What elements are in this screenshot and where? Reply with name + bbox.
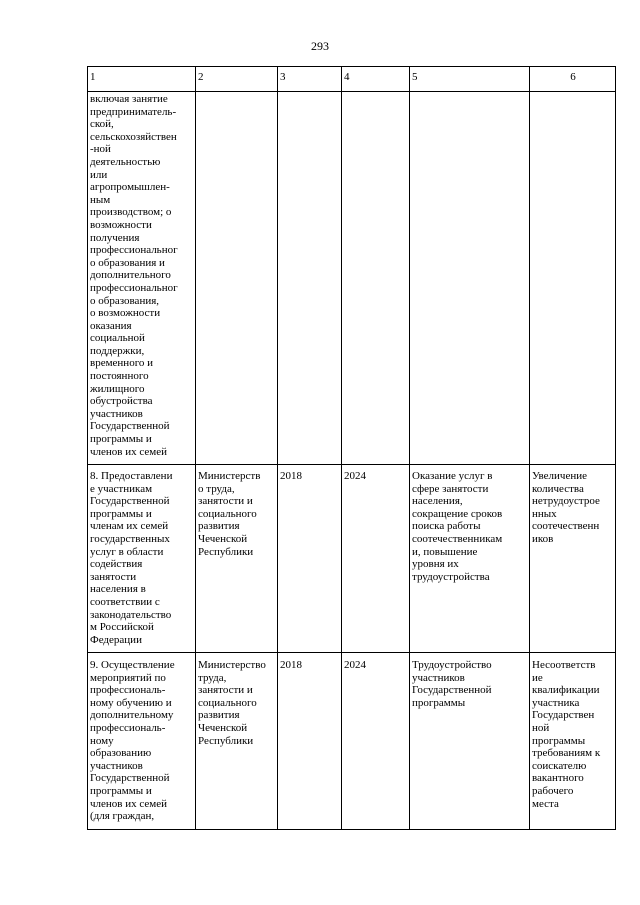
column-header-4: 4 bbox=[342, 67, 410, 92]
column-header-5: 5 bbox=[410, 67, 530, 92]
row-8-start-year: 2018 bbox=[278, 465, 342, 653]
row-9-risk: Несоответств ие квалификации участника Государствен ной программы требованиям к соискателю вакантного рабочего места bbox=[530, 653, 616, 830]
row-8-expected-result: Оказание услуг в сфере занятости населения, сокращение сроков поиска работы соотечественникам и, повышение уровня их трудоустройства bbox=[410, 465, 530, 653]
row-1-end-year bbox=[342, 92, 410, 465]
row-8-risk: Увеличение количества нетрудоустрое нных соотечественн иков bbox=[530, 465, 616, 653]
row-8-measure: 8. Предоставлени е участникам Государственной программы и членам их семей государственных услуг в области содействия занятости населения в соответствии с законодательство м Российской Федерации bbox=[88, 465, 196, 653]
page-number: 293 bbox=[311, 39, 329, 53]
row-1-start-year bbox=[278, 92, 342, 465]
row-1-risk bbox=[530, 92, 616, 465]
row-9-expected-result: Трудоустройство участников Государственной программы bbox=[410, 653, 530, 830]
row-9-measure: 9. Осуществление мероприятий по профессиональ- ному обучению и дополнительному профессиональ- ному образованию участников Государственной программы и членов их семей (для граждан, bbox=[88, 653, 196, 830]
column-header-3: 3 bbox=[278, 67, 342, 92]
row-9-start-year: 2018 bbox=[278, 653, 342, 830]
row-1-expected-result bbox=[410, 92, 530, 465]
program-table bbox=[87, 66, 616, 830]
column-header-6: 6 bbox=[530, 67, 616, 92]
column-header-2: 2 bbox=[196, 67, 278, 92]
row-9-end-year: 2024 bbox=[342, 653, 410, 830]
table-row bbox=[88, 92, 616, 465]
row-9-executor: Министерство труда, занятости и социального развития Чеченской Республики bbox=[196, 653, 278, 830]
row-1-executor bbox=[196, 92, 278, 465]
column-header-1: 1 bbox=[88, 67, 196, 92]
row-8-end-year: 2024 bbox=[342, 465, 410, 653]
table-row bbox=[88, 653, 616, 830]
row-1-measure: включая занятие предприниматель- ской, сельскохозяйствен -ной деятельностью или агропромышлен- ным производством; о возможности получения профессиональног о образования и дополнительного профессиональног о образования, о возможности оказания социальной поддержки, временного и постоянного жилищного обустройства участников Государственной программы и членов их семей bbox=[88, 92, 196, 465]
row-8-executor: Министерств о труда, занятости и социального развития Чеченской Республики bbox=[196, 465, 278, 653]
table-row bbox=[88, 465, 616, 653]
table-header-row bbox=[88, 67, 616, 92]
